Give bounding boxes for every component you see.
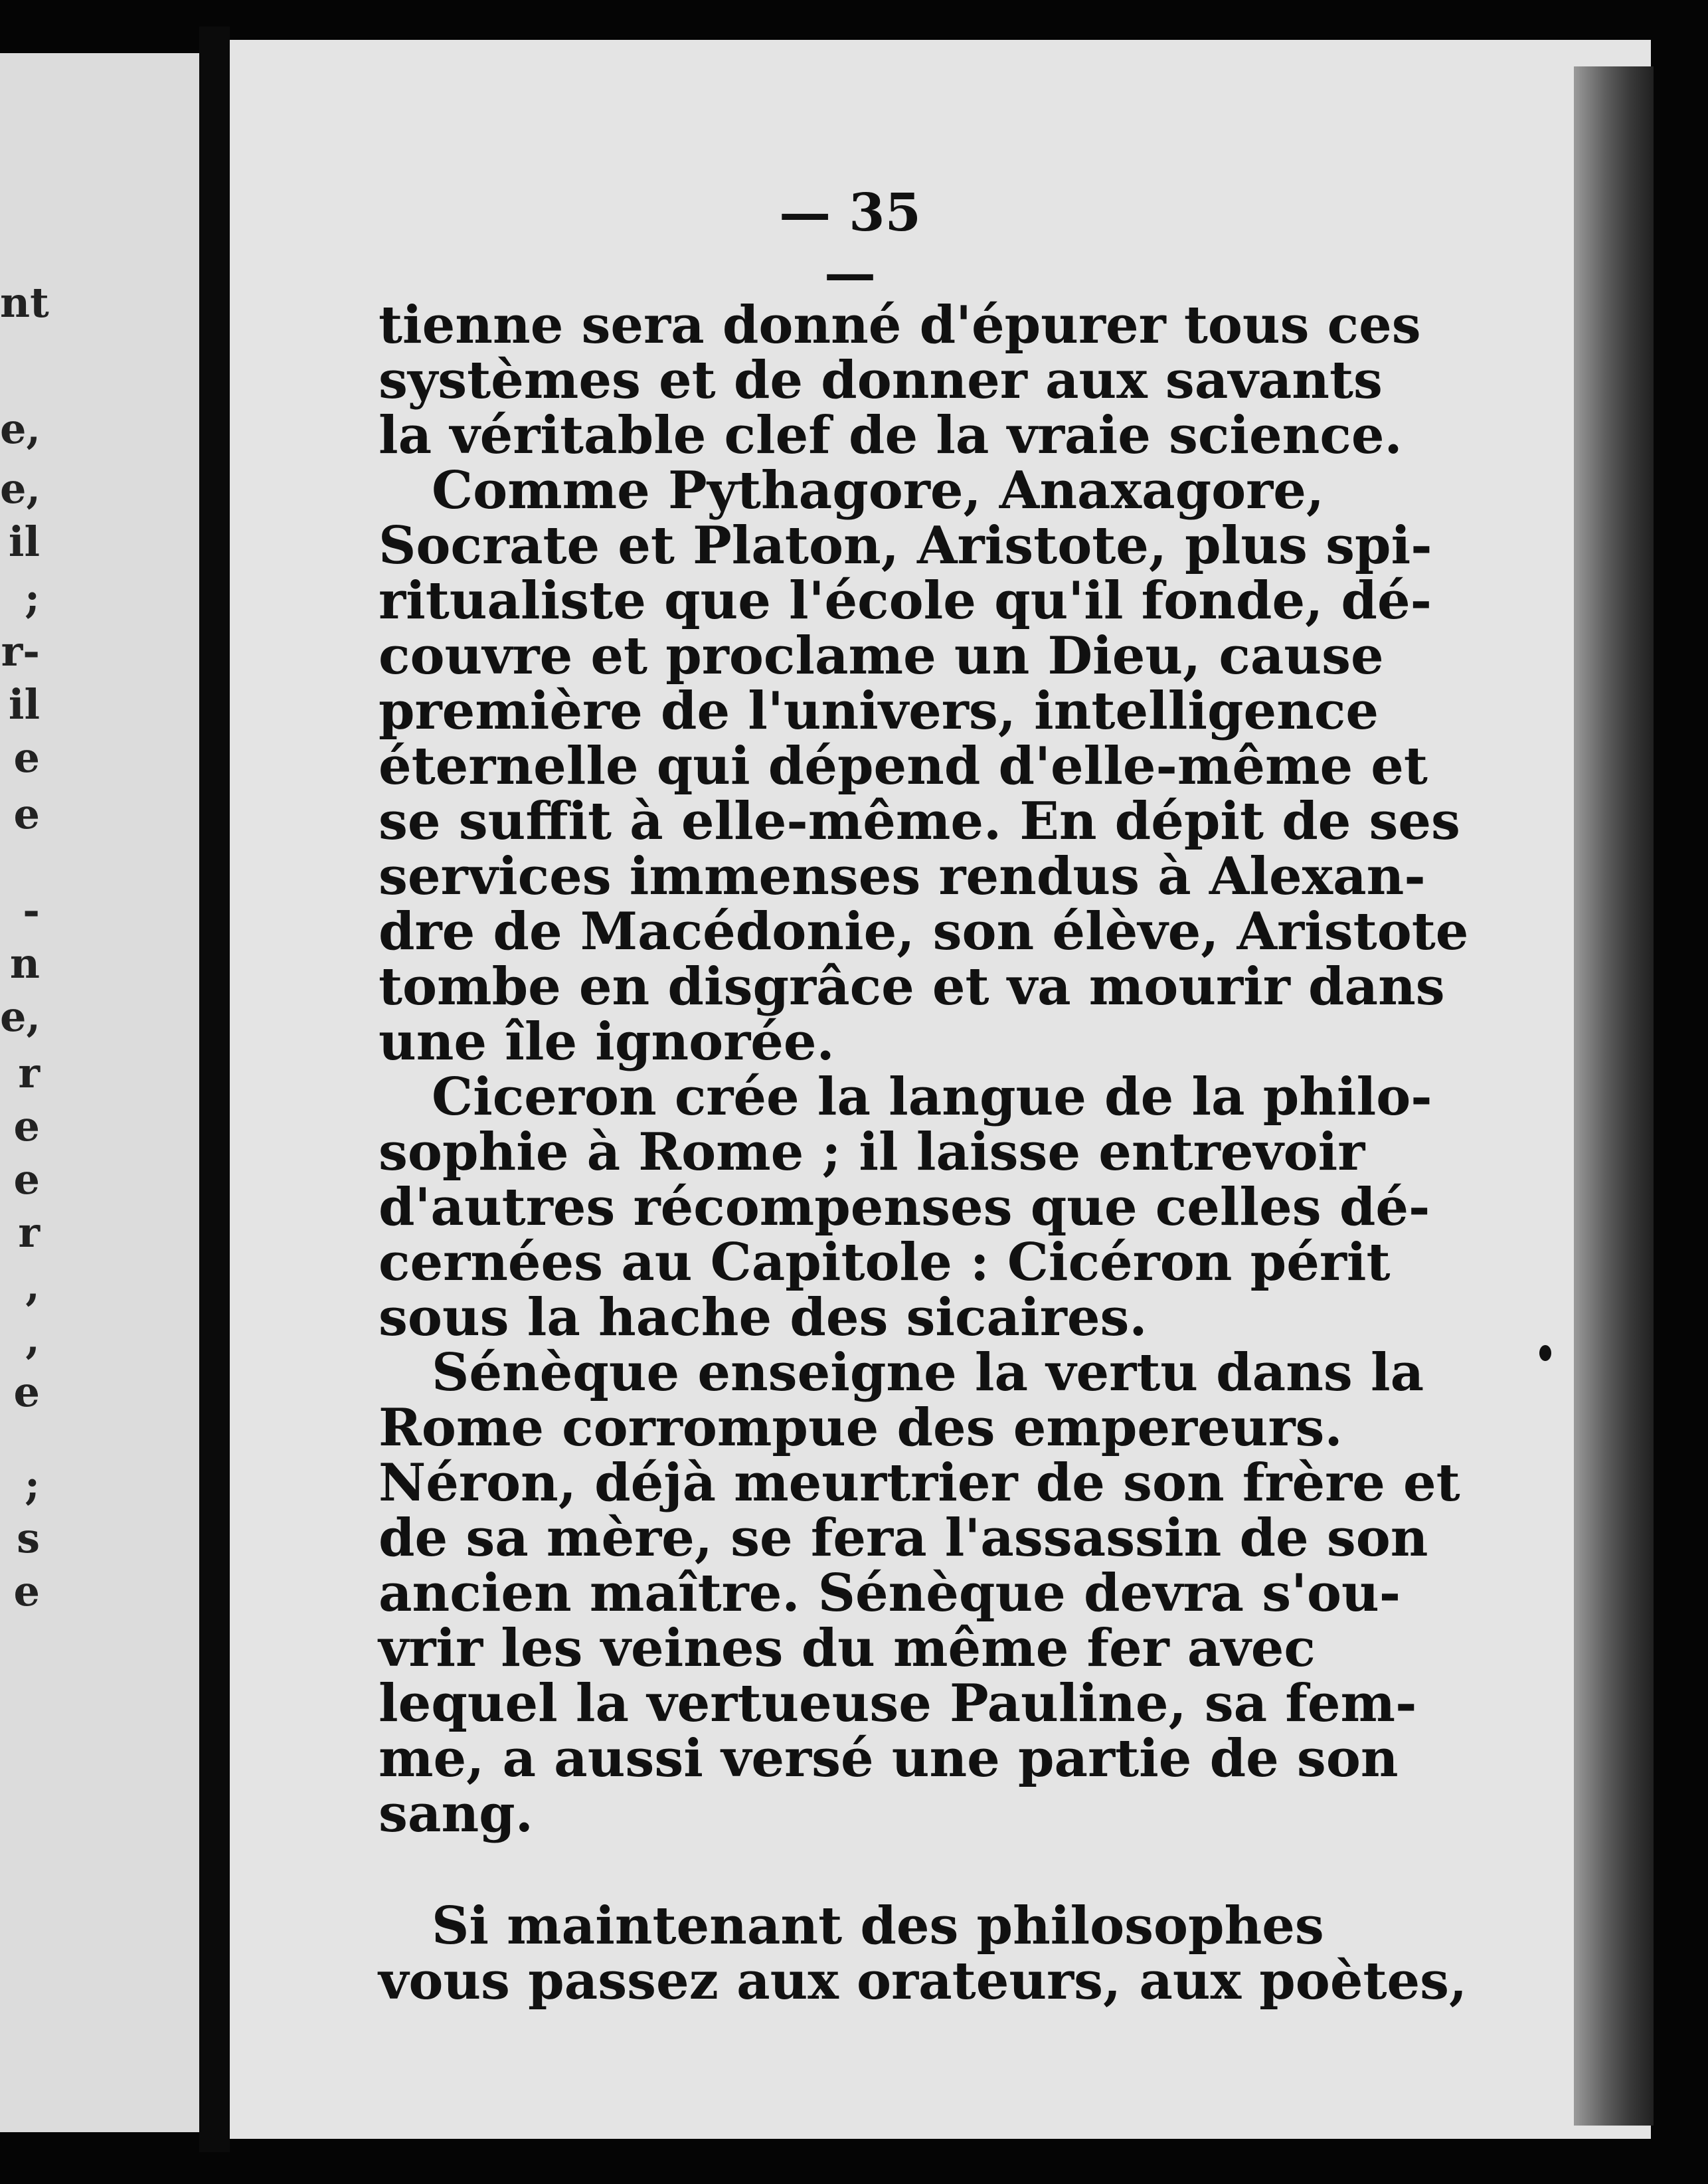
facing-page-fragment: e [13, 1155, 40, 1204]
facing-page [0, 53, 199, 2132]
text-line: cernées au Capitole : Cicéron périt [379, 1232, 1391, 1293]
text-line: sous la hache des sicaires. [379, 1287, 1148, 1348]
text-line: Socrate et Platon, Aristote, plus spi- [379, 515, 1432, 576]
page-edge-shadow [1574, 66, 1654, 2126]
text-line: me, a aussi versé une partie de son [379, 1728, 1399, 1789]
text-line: Néron, déjà meurtrier de son frère et [379, 1453, 1460, 1513]
text-line: sang. [379, 1783, 533, 1844]
text-line: vrir les veines du même fer avec [379, 1618, 1316, 1679]
facing-page-fragment: s [17, 1514, 40, 1562]
text-line: dre de Macédonie, son élève, Aristote [379, 901, 1469, 962]
text-line: de sa mère, se fera l'assassin de son [379, 1508, 1428, 1568]
text-line: première de l'univers, intelligence [379, 681, 1379, 741]
facing-page-fragment: e, [0, 464, 41, 513]
ink-spot [1539, 1345, 1551, 1361]
text-line: Sénèque enseigne la vertu dans la [432, 1342, 1424, 1403]
facing-page-fragment: n [9, 939, 40, 988]
facing-page-fragment: il [8, 680, 40, 729]
page-number: — 35 — [779, 183, 921, 304]
facing-page-fragment: e [13, 1368, 40, 1416]
facing-page-fragment: r- [1, 627, 40, 676]
facing-page-fragment: ; [25, 574, 40, 622]
facing-page-fragment: ; [25, 1461, 40, 1509]
text-line: éternelle qui dépend d'elle-même et [379, 736, 1428, 796]
text-line: services immenses rendus à Alexan- [379, 846, 1426, 907]
text-line: ritualiste que l'école qu'il fonde, dé- [379, 571, 1432, 631]
text-line: Ciceron crée la langue de la philo- [432, 1067, 1432, 1127]
facing-page-fragment: nt [0, 278, 49, 327]
text-line: d'autres récompenses que celles dé- [379, 1177, 1430, 1237]
text-line: couvre et proclame un Dieu, cause [379, 626, 1384, 686]
facing-page-fragment: r [18, 1049, 40, 1097]
facing-page-fragment: il [8, 517, 40, 566]
facing-page-fragment: e [13, 790, 40, 838]
text-line: Comme Pythagore, Anaxagore, [432, 460, 1325, 521]
text-line: ancien maître. Sénèque devra s'ou- [379, 1563, 1401, 1623]
facing-page-fragment: r [18, 1208, 40, 1257]
text-line: Rome corrompue des empereurs. [379, 1398, 1343, 1458]
text-line: vous passez aux orateurs, aux poètes, [379, 1951, 1468, 2011]
facing-page-fragment: e [13, 1102, 40, 1150]
text-line: la véritable clef de la vraie science. [379, 405, 1403, 466]
facing-page-fragment: e [13, 1567, 40, 1615]
text-line: tienne sera donné d'épurer tous ces [379, 295, 1421, 355]
facing-page-fragment: e, [0, 992, 41, 1041]
text-line: lequel la vertueuse Pauline, sa fem- [379, 1673, 1417, 1734]
facing-page-fragment: , [25, 1315, 40, 1363]
facing-page-fragment: - [23, 886, 40, 935]
text-line: Si maintenant des philosophes [432, 1896, 1324, 1956]
text-line: tombe en disgrâce et va mourir dans [379, 956, 1445, 1017]
facing-page-fragment: e, [0, 405, 41, 453]
text-line: se suffit à elle-même. En dépit de ses [379, 791, 1460, 852]
text-line: sophie à Rome ; il laisse entrevoir [379, 1122, 1365, 1182]
text-line: une île ignorée. [379, 1012, 835, 1072]
facing-page-fragment: e [13, 733, 40, 782]
text-line: systèmes et de donner aux savants [379, 350, 1383, 410]
facing-page-fragment: , [25, 1261, 40, 1310]
book-gutter [199, 27, 230, 2152]
